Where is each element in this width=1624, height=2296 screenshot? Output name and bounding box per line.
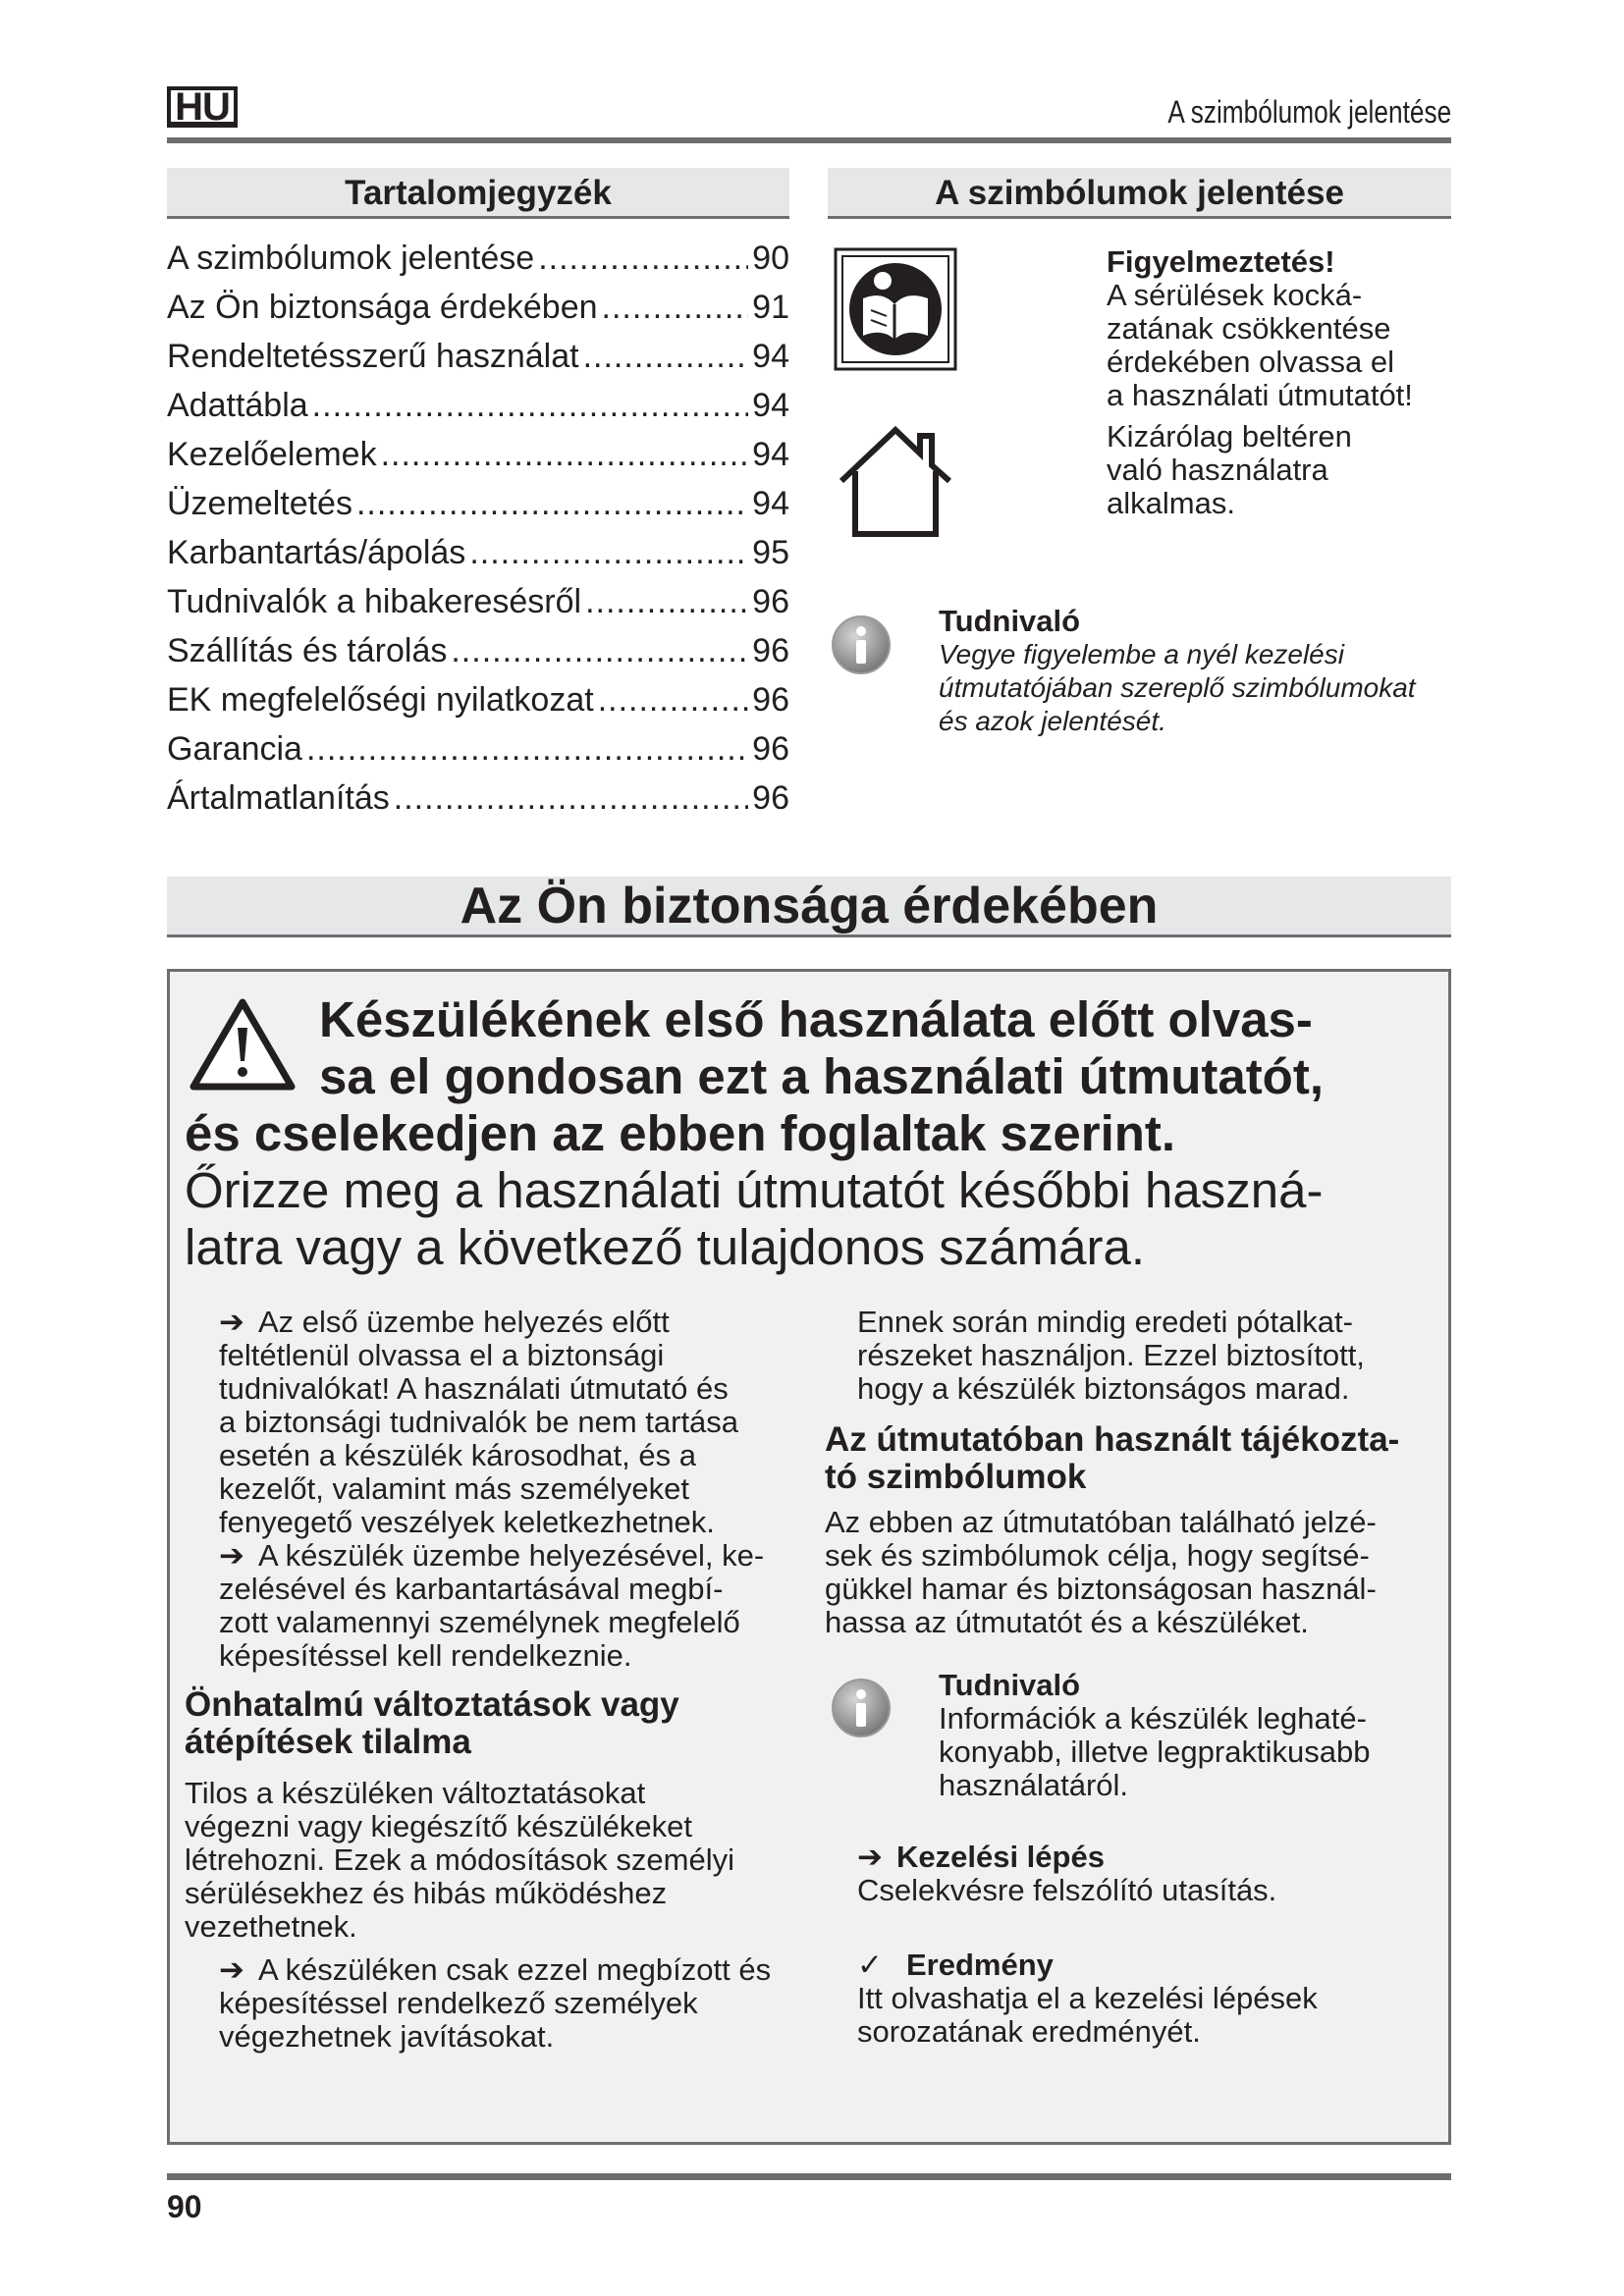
toc-entry-label: Rendeltetésszerű használat (167, 338, 579, 375)
header-rule (167, 137, 1451, 143)
symbol-note-line: Vegye figyelembe a nyél kezelési (939, 639, 1344, 669)
modification-heading: Önhatalmú változtatások vagy átépítések tilalma (185, 1685, 679, 1761)
toc-entry-label: Szállítás és tárolás (167, 632, 448, 669)
note-heading: Tudnivaló (939, 1668, 1081, 1702)
toc-entry-page: 96 (752, 681, 789, 719)
toc-entry-page: 96 (752, 730, 789, 768)
toc-leader-dots (538, 240, 748, 278)
info-icon (830, 1677, 893, 1739)
symbol-indoor-line: való használatra (1107, 453, 1328, 487)
toc-entry-label: Kezelőelemek (167, 436, 377, 473)
toc-entry-page: 94 (752, 436, 789, 473)
safety-bullet: ➔ A készüléken csak ezzel megbízott és képesítéssel rendelkező személyek végezhetnek javításokat. (219, 1952, 772, 2054)
toc-leader-dots (583, 338, 749, 376)
arrow-icon: ➔ (857, 1840, 883, 1874)
toc-leader-dots (381, 436, 749, 474)
checkmark-icon: ✓ (857, 1948, 883, 1982)
symbol-note-line: útmutatójában szereplő szimbólumokat (939, 672, 1416, 703)
toc-leader-dots (356, 485, 748, 523)
toc-entry-label: Ártalmatlanítás (167, 779, 390, 817)
running-header: A szimbólumok jelentése (1167, 94, 1451, 130)
arrow-icon: ➔ (219, 1538, 244, 1573)
toc-entry-page: 96 (752, 632, 789, 669)
toc-entry[interactable] (167, 338, 789, 387)
result-legend: ✓ Eredmény Itt olvashatja el a kezelési lépések sorozatának eredményét. (857, 1948, 1318, 2049)
toc-entry[interactable] (167, 779, 789, 828)
safety-lead-line: sa el gondosan ezt a használati útmutatót, (319, 1048, 1324, 1104)
toc-entry[interactable] (167, 583, 789, 632)
toc-title: Tartalomjegyzék (167, 168, 789, 219)
toc-entry-page: 96 (752, 779, 789, 817)
symbol-warning-line: érdekében olvassa el (1107, 345, 1394, 379)
toc-entry-page: 90 (752, 240, 789, 277)
symbol-note-text (939, 605, 1416, 738)
spare-parts-paragraph: Ennek során mindig eredeti pótalkat- részeket használjon. Ezzel biztosított, hogy a készülék biztonságos marad. (857, 1305, 1365, 1406)
symbols-title: A szimbólumok jelentése (828, 168, 1451, 219)
read-manual-icon (834, 247, 957, 371)
toc-entry-page: 96 (752, 583, 789, 620)
toc-entry[interactable] (167, 534, 789, 583)
toc-entry-page: 91 (752, 289, 789, 326)
toc-entry-label: Garancia (167, 730, 302, 768)
symbol-indoor-line: Kizárólag beltéren (1107, 419, 1352, 454)
toc-entry-label: Tudnivalók a hibakeresésről (167, 583, 582, 620)
toc-entry[interactable] (167, 387, 789, 436)
symbol-warning-line: A sérülések kocká- (1107, 278, 1363, 312)
arrow-icon: ➔ (219, 1952, 244, 1987)
toc-entry[interactable] (167, 632, 789, 681)
toc-entry[interactable] (167, 240, 789, 289)
toc-leader-dots (306, 730, 748, 769)
safety-bullet: ➔ Az első üzembe helyezés előtt feltétlenül olvassa el a biztonsági tudnivalókat! A használati útmutató és a biztonsági tudnivalók be nem tartása esetén a készülék károsodhat, és a kezelőt, valamint más személyeket fenyegető veszélyek keletkezhetnek. ➔ A készülék üzembe helyezésével, ke- zelésével és karbantartásával megbí- zott valamennyi személynek megfelelő képesítéssel kell rendelkeznie. (219, 1305, 765, 1673)
symbol-note-line: és azok jelentését. (939, 706, 1166, 736)
toc-entry[interactable] (167, 485, 789, 534)
footer-rule (167, 2173, 1451, 2180)
toc-entry-label: Az Ön biztonsága érdekében (167, 289, 598, 326)
page-number: 90 (167, 2189, 202, 2224)
toc-entry[interactable] (167, 436, 789, 485)
safety-notice-box (167, 969, 1451, 2145)
house-icon (834, 424, 957, 540)
note-text: Tudnivaló Információk a készülék leghaté- konyabb, illetve legpraktikusabb használatáról. (939, 1668, 1371, 1802)
step-legend: ➔ Kezelési lépés Cselekvésre felszólító utasítás. (857, 1840, 1277, 1907)
safety-lead-line: és cselekedjen az ebben foglaltak szerint. (185, 1105, 1176, 1161)
toc-entry-label: EK megfelelőségi nyilatkozat (167, 681, 594, 719)
safety-lead-line: Készülékének első használata előtt olvas- (319, 991, 1313, 1047)
modification-paragraph: Tilos a készüléken változtatásokat végezni vagy kiegészítő készülékeket létrehozni. Ezek a módosítások személyi sérülésekhez és hibás működéshez vezethetnek. (185, 1776, 734, 1944)
symbol-warning-heading: Figyelmeztetés! (1107, 244, 1335, 279)
toc-entry-label: Karbantartás/ápolás (167, 534, 466, 571)
safety-lead-line: latra vagy a következő tulajdonos számára. (185, 1219, 1146, 1275)
warning-triangle-icon (188, 996, 298, 1093)
symbol-indoor-line: alkalmas. (1107, 486, 1235, 520)
toc-list (167, 240, 789, 828)
toc-entry-label: A szimbólumok jelentése (167, 240, 535, 277)
symbol-warning-line: zatának csökkentése (1107, 311, 1391, 346)
toc-entry[interactable] (167, 681, 789, 730)
toc-leader-dots (451, 632, 748, 670)
symbol-indoor-text (1107, 420, 1352, 520)
manual-symbols-heading: Az útmutatóban használt tájékozta- tó szimbólumok (825, 1420, 1400, 1496)
toc-leader-dots (602, 289, 749, 327)
toc-entry-page: 94 (752, 338, 789, 375)
toc-entry-label: Üzemeltetés (167, 485, 352, 522)
safety-title: Az Ön biztonsága érdekében (167, 877, 1451, 937)
safety-lead-line: Őrizze meg a használati útmutatót későbbi haszná- (185, 1162, 1324, 1218)
toc-entry-page: 94 (752, 387, 789, 424)
symbol-warning-line: a használati útmutatót! (1107, 378, 1413, 412)
toc-entry-page: 94 (752, 485, 789, 522)
toc-leader-dots (312, 387, 749, 425)
symbol-note-heading: Tudnivaló (939, 604, 1081, 638)
toc-entry[interactable] (167, 730, 789, 779)
symbol-warning-text (1107, 245, 1413, 412)
arrow-icon: ➔ (219, 1305, 244, 1339)
toc-leader-dots (394, 779, 748, 818)
manual-symbols-paragraph: Az ebben az útmutatóban található jelzé- sek és szimbólumok célja, hogy segítsé- gükkel hamar és biztonságosan használ- hassa az útmutatót és a készüléket. (825, 1505, 1377, 1639)
toc-leader-dots (585, 583, 748, 621)
toc-leader-dots (598, 681, 748, 720)
toc-entry-page: 95 (752, 534, 789, 571)
toc-entry-label: Adattábla (167, 387, 308, 424)
info-icon (830, 614, 893, 676)
language-badge: HU (167, 86, 238, 128)
toc-entry[interactable] (167, 289, 789, 338)
toc-leader-dots (469, 534, 748, 572)
